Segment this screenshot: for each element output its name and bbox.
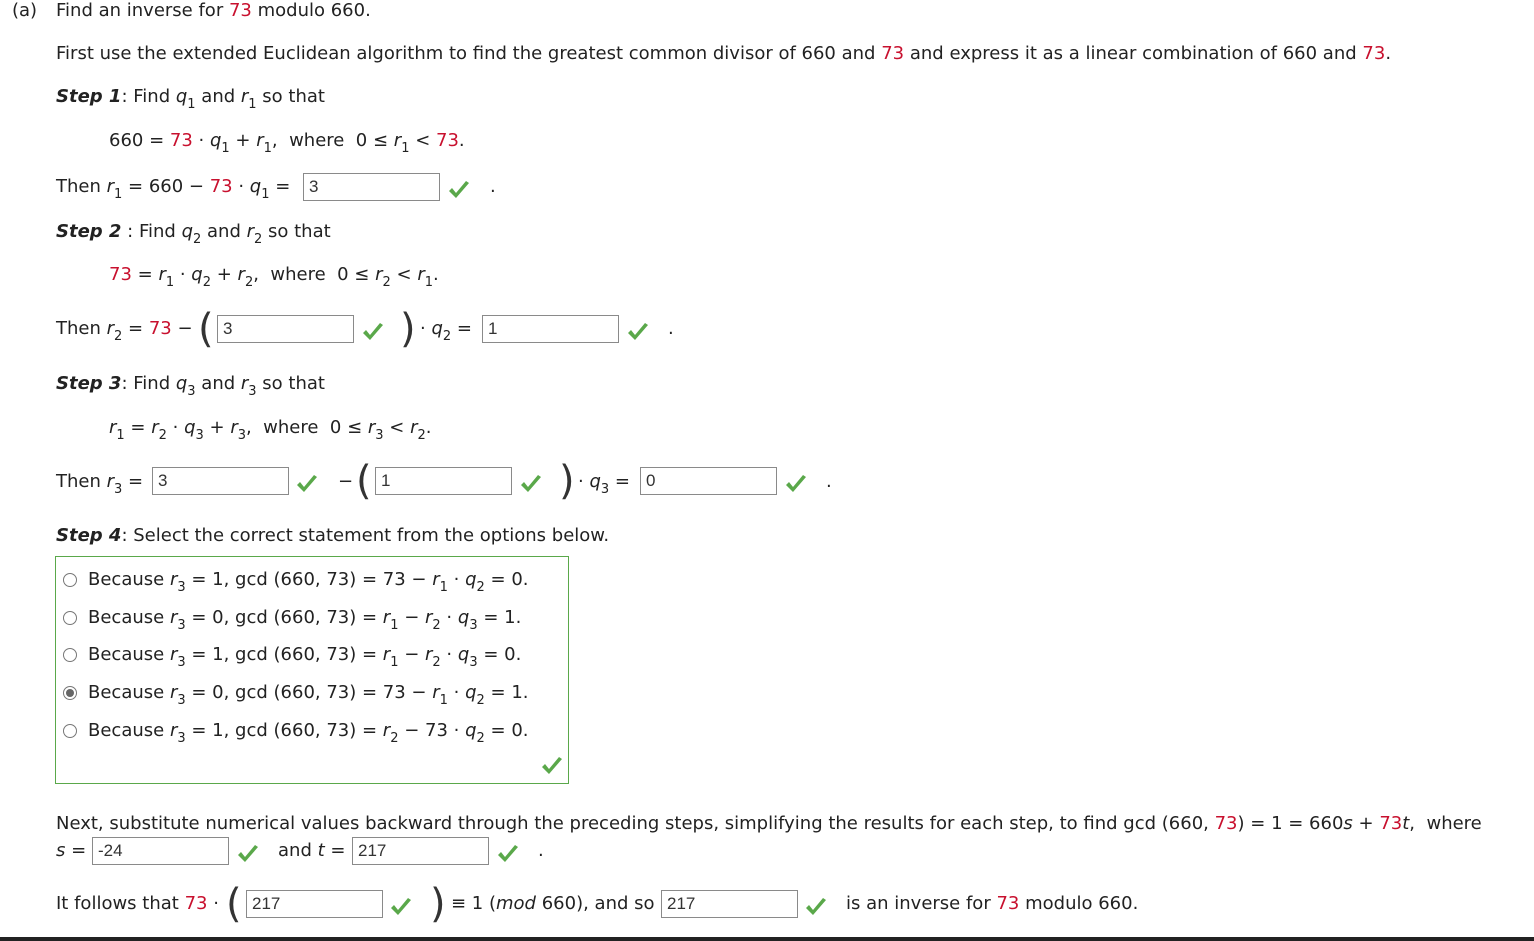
r1-input[interactable]: 3 [303, 173, 440, 201]
check-icon [295, 473, 319, 495]
step3-then: Then $r_3$ = [56, 471, 144, 497]
open-paren: ( [226, 881, 242, 927]
check-icon [804, 896, 828, 918]
step2-q2-label: · $q_2$ = [420, 318, 472, 344]
final-inner-input[interactable]: 217 [246, 890, 383, 918]
s-label: s = [56, 840, 87, 861]
close-paren: ) [559, 458, 575, 504]
period: . [668, 318, 674, 339]
next-text: Next, substitute numerical values backward through the preceding steps, simplifying the results for each step, to find gcd (660, 73) = 1 = 660s + 73t, where [56, 813, 1482, 834]
check-icon [389, 896, 413, 918]
question-title: Find an inverse for 73 modulo 660. [56, 0, 371, 21]
open-paren: ( [356, 458, 372, 504]
step1-then: Then $r_1 = 660 - 73 \cdot q_1$ = [56, 176, 291, 202]
step3-heading: Step 3: Find $q_3$ and $r_3$ so that [56, 373, 325, 399]
minus-sign: − [338, 471, 354, 492]
q2-input[interactable]: 1 [482, 315, 619, 343]
check-icon [626, 321, 650, 343]
intro-text: First use the extended Euclidean algorithm to find the greatest common divisor of 660 and 73 and express it as a linear combination of 660 and 73. [56, 43, 1392, 64]
step2-then: Then $r_2 = 73$ − [56, 318, 193, 344]
option-2-label: Because $r_3 = 0$, gcd (660, $73) = r_1 - r_2 \cdot q_3 = 1$. [88, 607, 522, 633]
bottom-border [0, 937, 1534, 941]
check-icon [784, 473, 808, 495]
final-post: is an inverse for 73 modulo 660. [846, 893, 1139, 914]
inverse-input[interactable]: 217 [661, 890, 798, 918]
option-5-label: Because $r_3 = 1$, gcd (660, $73) = r_2 - 73 \cdot q_2 = 0$. [88, 720, 529, 746]
step3-q3-label: · $q_3$ = [578, 471, 630, 497]
step3-equation: $r_1 = r_2 \cdot q_3 + r_3$, where $0 \le r_3 < r_2$. [109, 417, 432, 443]
q3-input[interactable]: 0 [640, 467, 777, 495]
step2-r1-input[interactable]: 3 [217, 315, 354, 343]
step2-equation: $73 = r_1 \cdot q_2 + r_2$, where $0 \le r_2 < r_1$. [109, 264, 439, 290]
radio-icon[interactable] [63, 648, 77, 662]
option-1-label: Because $r_3 = 1$, gcd (660, $73) = 73 - r_1 \cdot q_2 = 0$. [88, 569, 529, 595]
option-3-label: Because $r_3 = 1$, gcd (660, $73) = r_1 - r_2 \cdot q_3 = 0$. [88, 644, 522, 670]
r3-first-input[interactable]: 3 [152, 467, 289, 495]
r3-second-input[interactable]: 1 [375, 467, 512, 495]
step4-heading: Step 4: Select the correct statement from the options below. [56, 525, 610, 546]
check-icon [519, 473, 543, 495]
check-icon [447, 179, 471, 201]
radio-icon[interactable] [63, 611, 77, 625]
step1-equation: $660 = 73 \cdot q_1 + r_1$, where $0 \le r_1 < 73$. [109, 130, 465, 156]
final-pre: It follows that 73 · [56, 893, 219, 914]
period: . [538, 840, 544, 861]
radio-icon-selected[interactable] [63, 686, 77, 700]
step2-heading: Step 2 : Find $q_2$ and $r_2$ so that [56, 221, 331, 247]
open-paren: ( [198, 306, 214, 352]
options-box [55, 556, 569, 784]
radio-icon[interactable] [63, 573, 77, 587]
t-label: and t = [278, 840, 346, 861]
check-icon [236, 843, 260, 865]
period: . [826, 471, 832, 492]
close-paren: ) [400, 306, 416, 352]
radio-icon[interactable] [63, 724, 77, 738]
check-icon [496, 843, 520, 865]
part-label: (a) [12, 0, 38, 21]
close-paren: ) [430, 881, 446, 927]
t-input[interactable]: 217 [352, 837, 489, 865]
period: . [490, 176, 496, 197]
option-4-label: Because $r_3 = 0$, gcd (660, $73) = 73 - r_1 \cdot q_2 = 1$. [88, 682, 529, 708]
check-icon [361, 321, 385, 343]
s-input[interactable]: -24 [92, 837, 229, 865]
check-icon [540, 755, 564, 777]
step1-heading: Step 1: Find $q_1$ and $r_1$ so that [56, 86, 325, 112]
final-mid: ≡ 1 (mod 660), and so [451, 893, 655, 914]
